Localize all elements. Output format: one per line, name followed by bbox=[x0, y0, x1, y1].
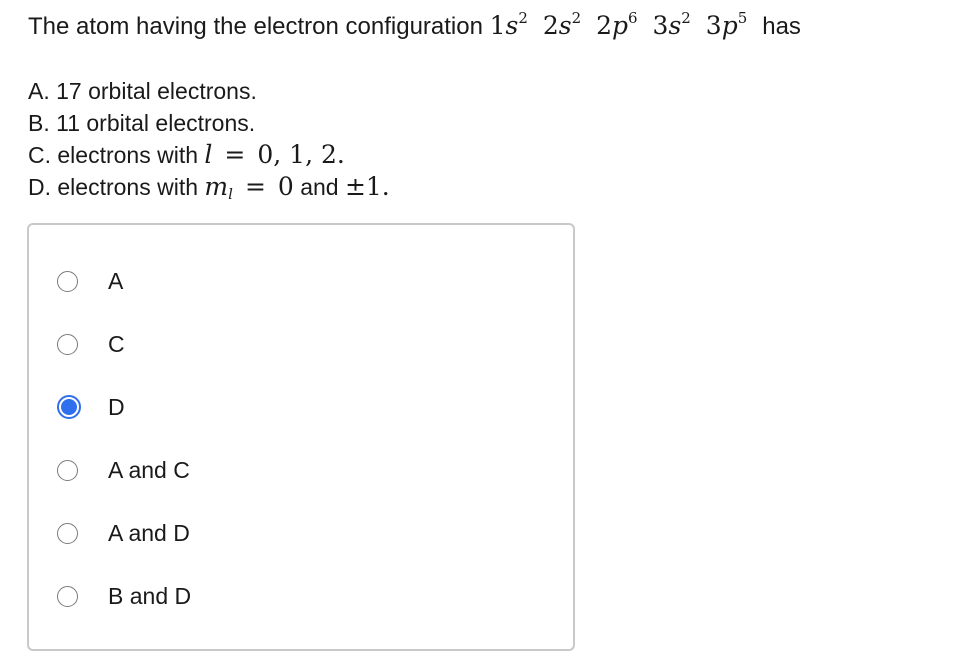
config-orbital: p bbox=[612, 11, 629, 40]
choice-b-and-d[interactable] bbox=[57, 576, 191, 616]
config-term bbox=[490, 11, 528, 40]
question-text bbox=[28, 8, 801, 45]
config-coef: 1 bbox=[489, 11, 506, 40]
answer-choices-card bbox=[27, 223, 575, 651]
config-term bbox=[653, 11, 691, 40]
choice-label[interactable]: C bbox=[108, 330, 125, 357]
equals-sign: = bbox=[244, 172, 266, 201]
config-coef: 2 bbox=[542, 11, 559, 40]
radio-button-selected-icon[interactable] bbox=[57, 395, 81, 419]
choice-label[interactable]: D bbox=[108, 393, 125, 420]
choice-c[interactable] bbox=[57, 324, 125, 364]
quantum-number-subscript: l bbox=[228, 185, 233, 203]
quantum-number-l: l bbox=[204, 140, 213, 169]
statement-d-math bbox=[204, 172, 293, 201]
choice-label[interactable]: A and C bbox=[108, 456, 190, 483]
statement-a: A. 17 orbital electrons. bbox=[28, 78, 257, 104]
statement-d-value-1: 0 bbox=[277, 172, 294, 201]
choice-a[interactable] bbox=[57, 261, 123, 301]
choice-label[interactable]: A bbox=[108, 267, 124, 294]
statement-c bbox=[28, 139, 390, 171]
question-prefix: The atom having the electron configuration bbox=[28, 13, 483, 40]
choice-a-and-c[interactable] bbox=[57, 450, 190, 490]
radio-button-icon[interactable] bbox=[57, 523, 78, 544]
radio-button-icon[interactable] bbox=[57, 334, 78, 355]
statement-b: B. 11 orbital electrons. bbox=[28, 110, 256, 136]
statement-d-prefix: D. electrons with bbox=[28, 174, 199, 200]
choice-label[interactable]: A and D bbox=[108, 519, 190, 546]
config-coef: 2 bbox=[596, 11, 613, 40]
config-orbital: p bbox=[721, 11, 738, 40]
choice-d[interactable] bbox=[57, 387, 125, 427]
statement-c-prefix: C. electrons with bbox=[28, 142, 199, 168]
config-orbital: s bbox=[558, 11, 572, 40]
config-exponent: 2 bbox=[518, 9, 528, 27]
config-exponent: 2 bbox=[681, 9, 691, 27]
config-orbital: s bbox=[668, 11, 682, 40]
config-term bbox=[543, 11, 581, 40]
question-suffix: has bbox=[762, 13, 801, 40]
radio-button-icon[interactable] bbox=[57, 271, 78, 292]
radio-button-icon[interactable] bbox=[57, 460, 78, 481]
quantum-number-m: m bbox=[204, 172, 229, 201]
statement-list bbox=[28, 75, 390, 203]
statement-d bbox=[28, 171, 390, 203]
config-term bbox=[596, 11, 637, 40]
statement-d-value-2: ±1. bbox=[344, 172, 390, 201]
statement-c-math bbox=[204, 140, 344, 169]
config-coef: 3 bbox=[705, 11, 722, 40]
config-coef: 3 bbox=[652, 11, 669, 40]
config-exponent: 2 bbox=[571, 9, 582, 27]
choice-a-and-d[interactable] bbox=[57, 513, 190, 553]
config-exponent: 6 bbox=[628, 9, 638, 27]
config-orbital: s bbox=[505, 11, 519, 40]
choice-label[interactable]: B and D bbox=[108, 582, 192, 609]
statement-c-values: 0, 1, 2. bbox=[257, 140, 345, 169]
statement-d-and: and bbox=[300, 174, 339, 200]
config-term bbox=[706, 11, 747, 40]
radio-button-icon[interactable] bbox=[57, 586, 78, 607]
config-exponent: 5 bbox=[737, 9, 748, 27]
electron-configuration bbox=[490, 11, 763, 40]
equals-sign: = bbox=[224, 140, 246, 169]
